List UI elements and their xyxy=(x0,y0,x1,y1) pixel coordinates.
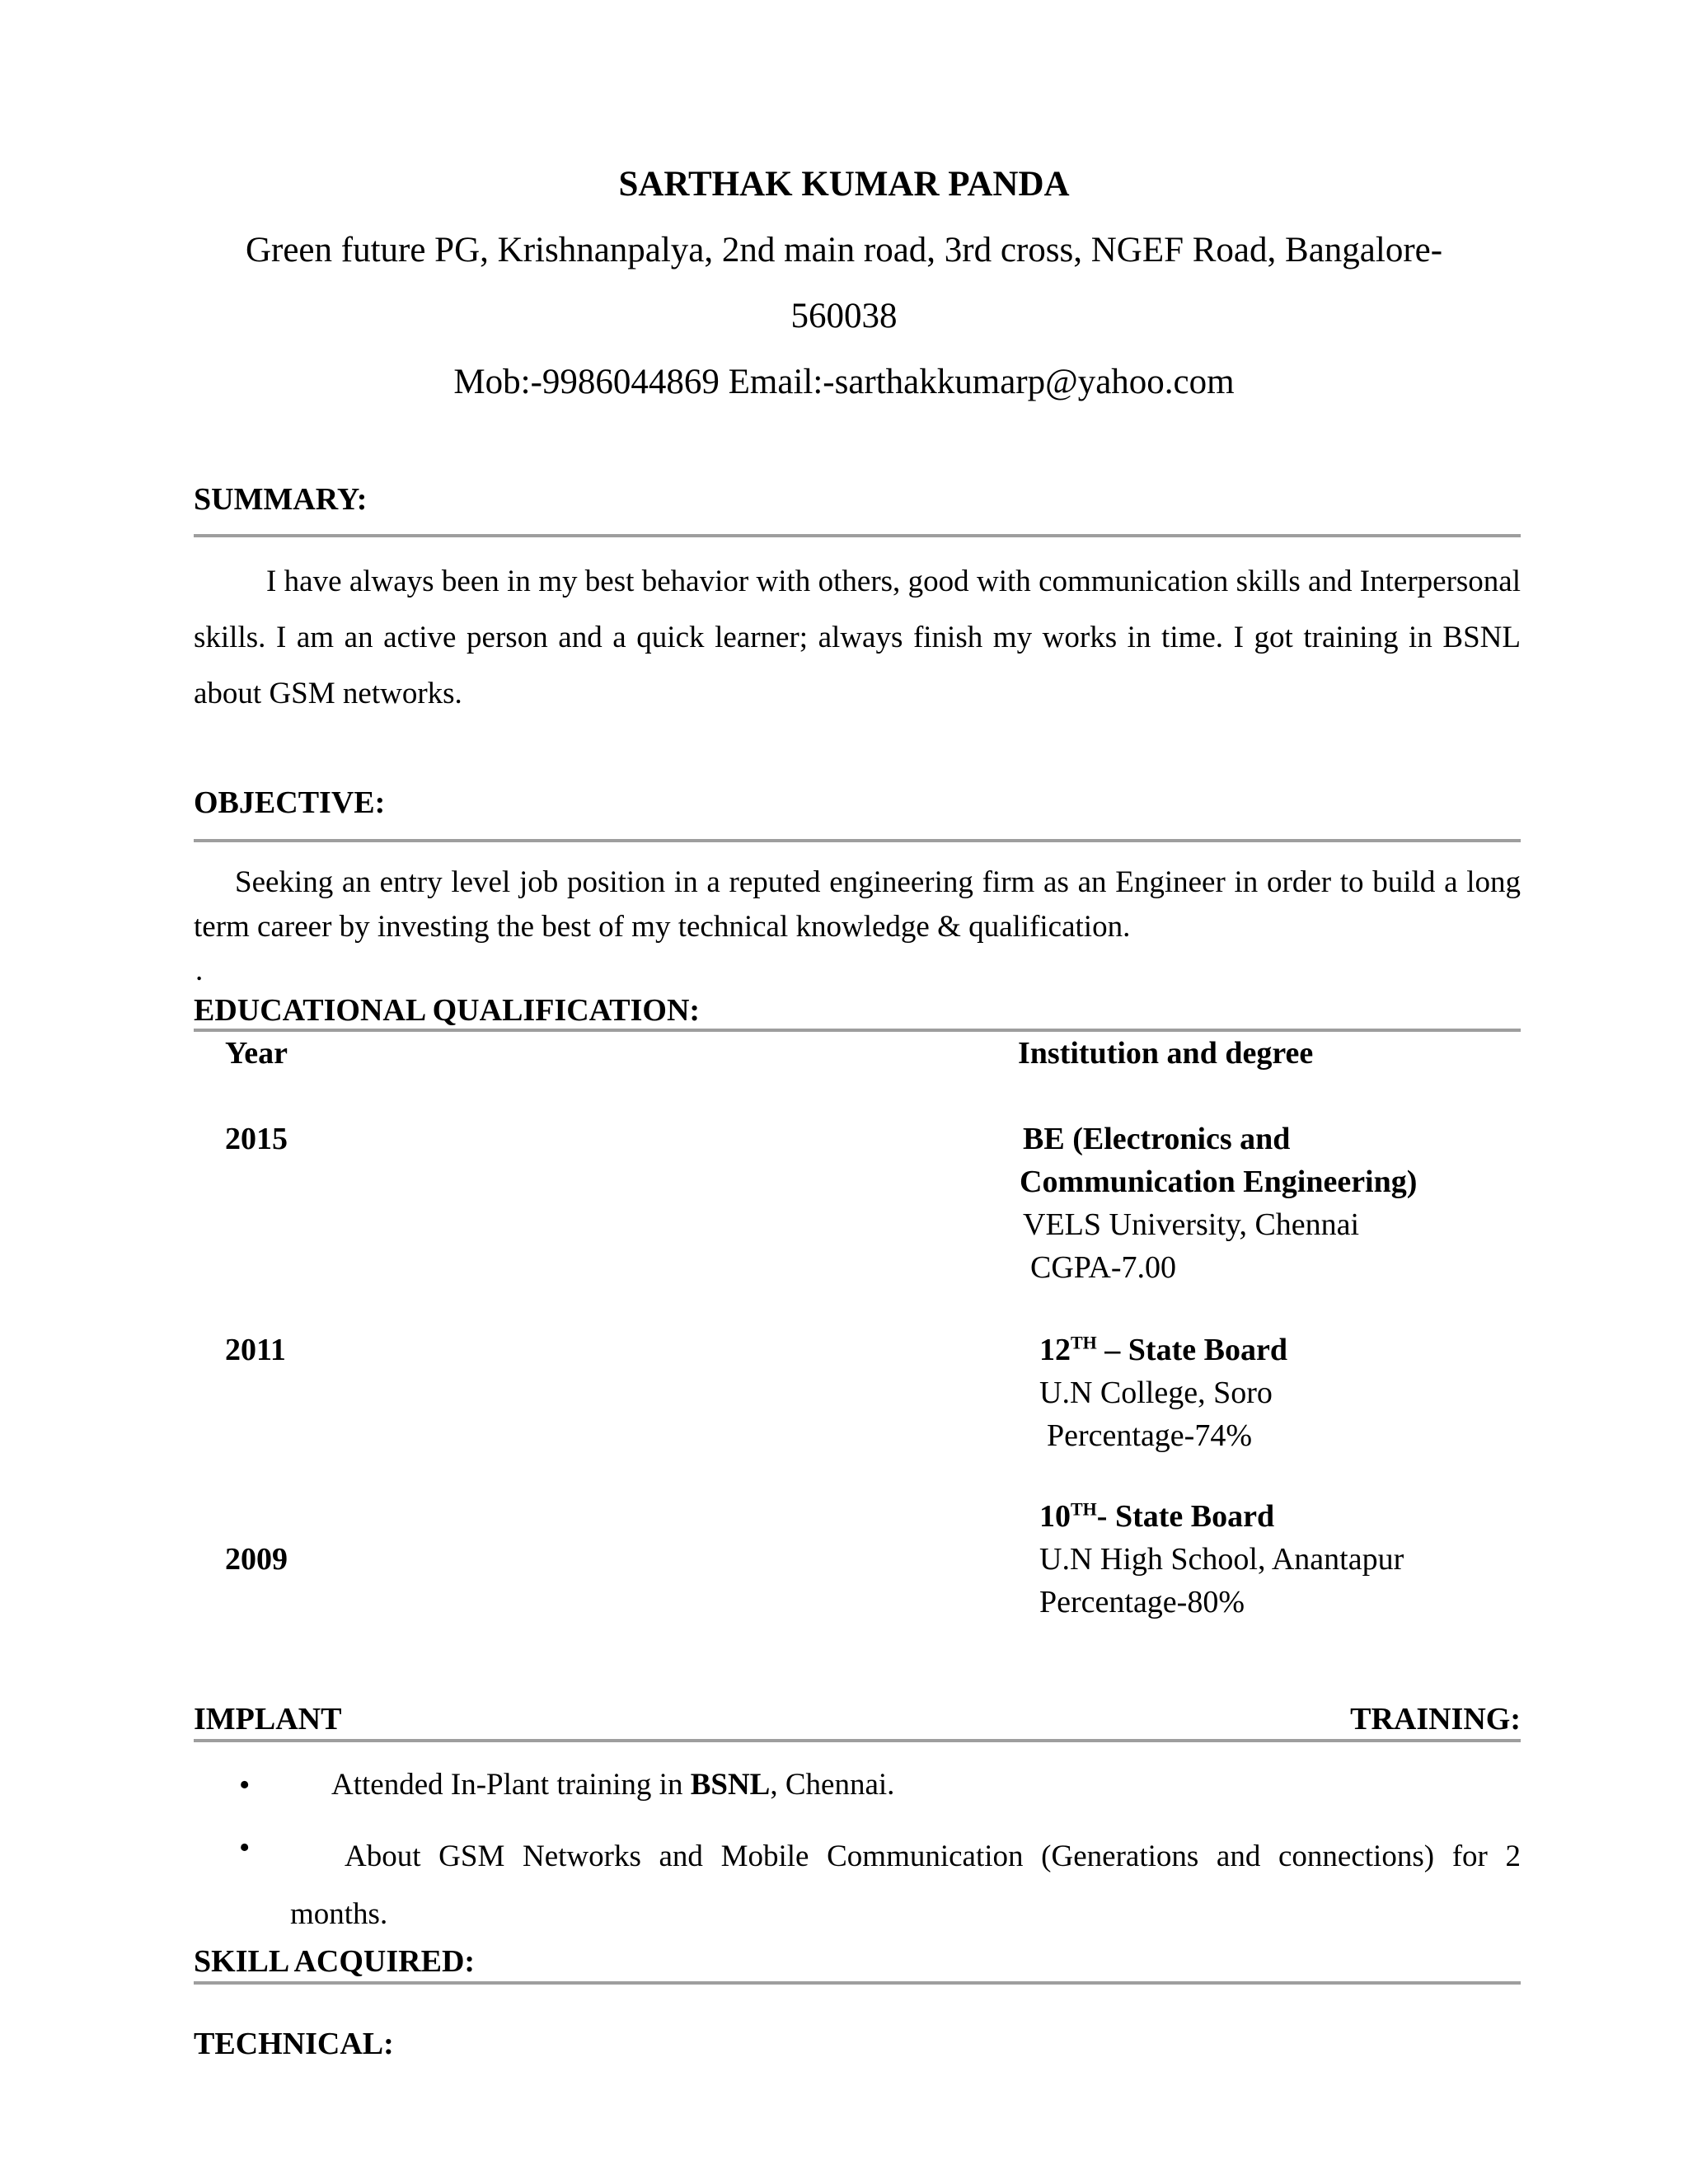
contact-line: Mob:-9986044869 Email:-sarthakkumarp@yahoo.com xyxy=(453,363,1235,401)
address-line-2: 560038 xyxy=(790,297,898,335)
education-divider xyxy=(194,1029,1521,1032)
objective-text: Seeking an entry level job position in a reputed engineering firm as an Engineer in order to build a long term career by investing the best of my technical knowledge & qualification. xyxy=(194,865,1521,944)
summary-heading: SUMMARY: xyxy=(194,482,368,517)
edu-institution-2009: U.N High School, Anantapur xyxy=(1039,1542,1404,1577)
edu-degree-2009-suffix: TH xyxy=(1071,1498,1097,1520)
edu-degree-2015-line2: Communication Engineering) xyxy=(1020,1165,1418,1199)
edu-score-2009: Percentage-80% xyxy=(1039,1585,1245,1619)
stray-dot: . xyxy=(195,954,204,987)
summary-text: I have always been in my best behavior with others, good with communication skills and Interpersonal skills. I am an active person and a quick learner; always finish my works in time. I got training in BSNL about GSM networks. xyxy=(194,565,1521,710)
edu-degree-2011-number: 12 xyxy=(1039,1333,1071,1367)
edu-year-2009: 2009 xyxy=(225,1542,288,1577)
training-heading-right: TRAINING: xyxy=(1350,1702,1521,1736)
objective-divider xyxy=(194,839,1521,842)
education-heading: EDUCATIONAL QUALIFICATION: xyxy=(194,993,701,1028)
training-divider xyxy=(194,1739,1521,1742)
edu-degree-2011-board: – State Board xyxy=(1096,1333,1287,1367)
edu-year-2011: 2011 xyxy=(225,1333,286,1367)
address-line-1: Green future PG, Krishnanpalya, 2nd main road, 3rd cross, NGEF Road, Bangalore- xyxy=(245,231,1443,269)
training-item-1-org: BSNL xyxy=(690,1768,771,1802)
edu-institution-2015: VELS University, Chennai xyxy=(1023,1207,1360,1242)
edu-degree-2015-line1: BE (Electronics and xyxy=(1023,1122,1291,1156)
training-item-1-text: Attended In-Plant training in xyxy=(331,1768,691,1802)
technical-heading: TECHNICAL: xyxy=(194,2027,394,2061)
column-header-institution: Institution and degree xyxy=(1018,1036,1314,1071)
training-item-1 xyxy=(331,1765,894,1805)
training-item-2: About GSM Networks and Mobile Communication (Generations and connections) for 2 months. xyxy=(290,1840,1521,1931)
skills-divider xyxy=(194,1981,1521,1985)
edu-degree-2011 xyxy=(1039,1329,1287,1371)
bullet-dot: • xyxy=(239,1830,251,1865)
summary-divider xyxy=(194,534,1521,537)
column-header-year: Year xyxy=(225,1036,288,1071)
edu-institution-2011: U.N College, Soro xyxy=(1039,1376,1273,1410)
edu-degree-2009-number: 10 xyxy=(1039,1499,1071,1534)
edu-score-2015: CGPA-7.00 xyxy=(1030,1250,1177,1285)
bullet-dot: • xyxy=(239,1768,251,1802)
edu-year-2015: 2015 xyxy=(225,1122,288,1156)
candidate-name: SARTHAK KUMAR PANDA xyxy=(618,165,1070,204)
edu-degree-2011-suffix: TH xyxy=(1071,1332,1097,1353)
training-item-1-city: , Chennai. xyxy=(770,1768,895,1802)
skills-heading: SKILL ACQUIRED: xyxy=(194,1944,476,1979)
training-heading-left: IMPLANT xyxy=(194,1702,342,1736)
edu-score-2011: Percentage-74% xyxy=(1047,1418,1252,1453)
edu-degree-2009 xyxy=(1039,1495,1274,1538)
edu-degree-2009-board: - State Board xyxy=(1096,1499,1275,1534)
objective-heading: OBJECTIVE: xyxy=(194,785,386,820)
